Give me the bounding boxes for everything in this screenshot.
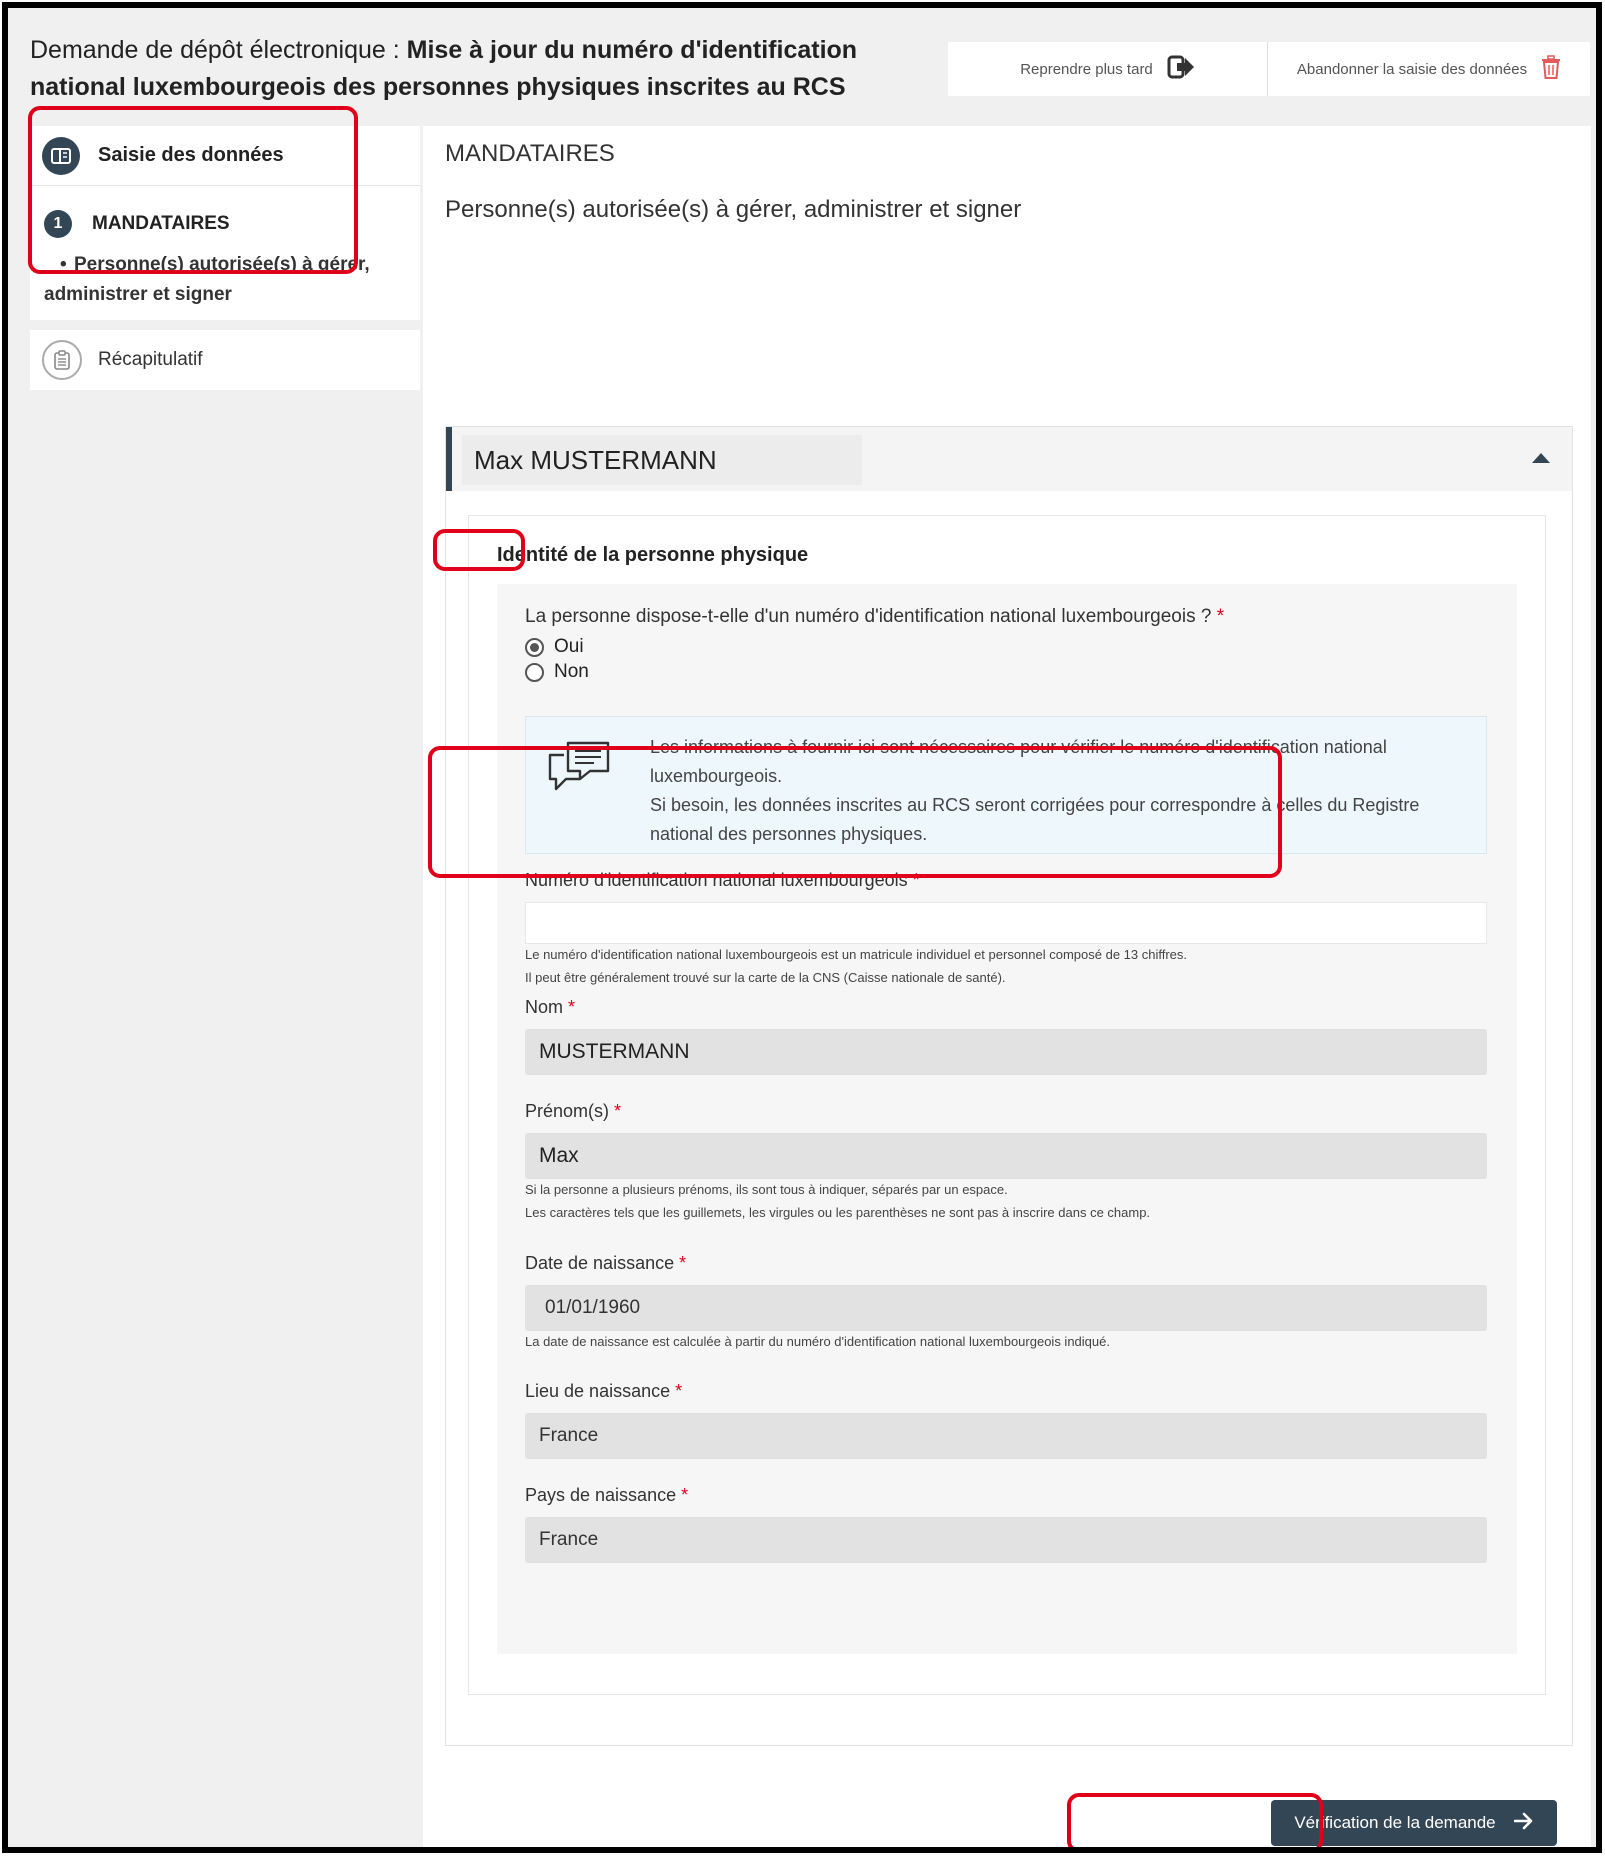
birthcountry-label-text: Pays de naissance [525,1485,677,1505]
page-title-bold: Mise à jour du numéro d'identification national luxembourgeois des personnes physiques inscrites au RCS [30,36,858,101]
birthdate-value: 01/01/1960 [545,1297,641,1318]
page-title-prefix: Demande de dépôt électronique : [30,36,407,64]
sidebar-step-data-entry[interactable] [30,126,420,186]
radio-non-label: Non [554,661,589,682]
caret-up-icon[interactable] [1532,453,1550,463]
info-text [650,733,1470,849]
sidebar-subitem-label: Personne(s) autorisée(s) à gérer, administrer et signer [44,254,370,305]
required-asterisk: * [681,1485,689,1505]
required-asterisk: * [568,997,576,1017]
person-accordion [445,426,1573,1746]
prenom-help-line-2: Les caractères tels que les guillemets, les virgules ou les parenthèses ne sont pas à inscrire dans ce champ. [525,1205,1151,1220]
required-asterisk: * [1216,606,1225,627]
birthplace-label-text: Lieu de naissance [525,1381,671,1401]
required-asterisk: * [614,1101,622,1121]
info-line-2: Si besoin, les données inscrites au RCS seront corrigées pour correspondre à celles du Registre national des personnes physiques. [650,795,1420,844]
nom-field[interactable] [525,1029,1487,1075]
sidebar-step-summary[interactable] [30,330,420,390]
nin-help [525,943,1187,989]
birthplace-field[interactable] [525,1413,1487,1459]
nin-help-line-1: Le numéro d'identification national luxembourgeois est un matricule individuel et personnel composé de 13 chiffres. [525,947,1188,962]
radio-non[interactable] [525,661,589,683]
identity-card-title: Identité de la personne physique [497,544,809,566]
birthcountry-label [525,1485,688,1506]
prenom-label-text: Prénom(s) [525,1101,610,1121]
identity-card [468,515,1546,1695]
clipboard-icon [42,340,82,380]
info-line-1: Les informations à fournir ici sont nécessaires pour vérifier le numéro d'identification national luxembourgeois. [650,737,1387,786]
info-box [525,716,1487,854]
prenom-label [525,1101,621,1122]
birthplace-value: France [539,1425,599,1446]
prenom-field[interactable] [525,1133,1487,1179]
sidebar-section-mandataires [30,186,420,320]
section-subheading: Personne(s) autorisée(s) à gérer, administrer et signer [445,196,1022,223]
data-entry-icon [42,137,80,175]
top-actions-bar [948,42,1590,96]
nin-help-line-2: Il peut être généralement trouvé sur la carte de la CNS (Caisse nationale de santé). [525,970,1006,985]
birthcountry-field[interactable] [525,1517,1487,1563]
nin-question [525,606,1224,628]
section-number-badge: 1 [44,210,72,238]
arrow-right-icon [1514,1812,1534,1835]
resume-later-button[interactable] [948,42,1268,96]
verify-request-label: Vérification de la demande [1294,1813,1496,1832]
identity-form [497,584,1517,1654]
resume-later-label: Reprendre plus tard [1020,60,1153,78]
sidebar-item-mandataires[interactable] [44,210,408,238]
radio-checked-icon [525,638,544,657]
page-title [30,32,910,106]
required-asterisk: * [679,1253,687,1273]
trash-icon [1541,55,1561,83]
required-asterisk: * [912,870,920,890]
prenom-help-line-1: Si la personne a plusieurs prénoms, ils sont tous à indiquer, séparés par un espace. [525,1182,1008,1197]
verify-request-button[interactable] [1271,1800,1557,1846]
nom-label [525,997,575,1018]
main-content [423,126,1591,1853]
nom-label-text: Nom [525,997,564,1017]
section-heading: MANDATAIRES [445,140,615,167]
sidebar-item-mandataires-label: MANDATAIRES [92,213,230,234]
birthdate-label [525,1253,686,1274]
birthplace-label [525,1381,682,1402]
radio-unchecked-icon [525,663,544,682]
prenom-help [525,1178,1150,1224]
nin-question-text: La personne dispose-t-elle d'un numéro d'identification national luxembourgeois ? [525,606,1212,627]
birthdate-field[interactable] [525,1285,1487,1331]
abandon-entry-button[interactable] [1268,42,1590,96]
chat-bubbles-icon [546,739,612,800]
birthcountry-value: France [539,1529,599,1550]
radio-oui[interactable] [525,636,584,658]
exit-icon [1167,54,1195,84]
nin-label [525,870,920,891]
person-accordion-header[interactable] [446,427,1572,491]
sidebar-step-data-entry-label: Saisie des données [98,144,284,166]
birthdate-help: La date de naissance est calculée à partir du numéro d'identification national luxembourgeois indiqué. [525,1334,1110,1349]
person-name: Max MUSTERMANN [462,435,862,485]
screenshot-frame [2,2,1602,1853]
required-asterisk: * [675,1381,683,1401]
bullet-icon: • [60,254,67,275]
nin-label-text: Numéro d'identification national luxembourgeois [525,870,908,890]
prenom-value: Max [539,1144,579,1167]
nin-input[interactable] [525,902,1487,944]
abandon-entry-label: Abandonner la saisie des données [1296,60,1528,78]
sidebar-steps [30,126,420,320]
sidebar-step-summary-label: Récapitulatif [98,349,203,370]
birthdate-label-text: Date de naissance [525,1253,675,1273]
radio-oui-label: Oui [554,636,584,657]
sidebar-subitem-authorized-persons[interactable] [44,250,408,310]
nom-value: MUSTERMANN [539,1040,690,1063]
